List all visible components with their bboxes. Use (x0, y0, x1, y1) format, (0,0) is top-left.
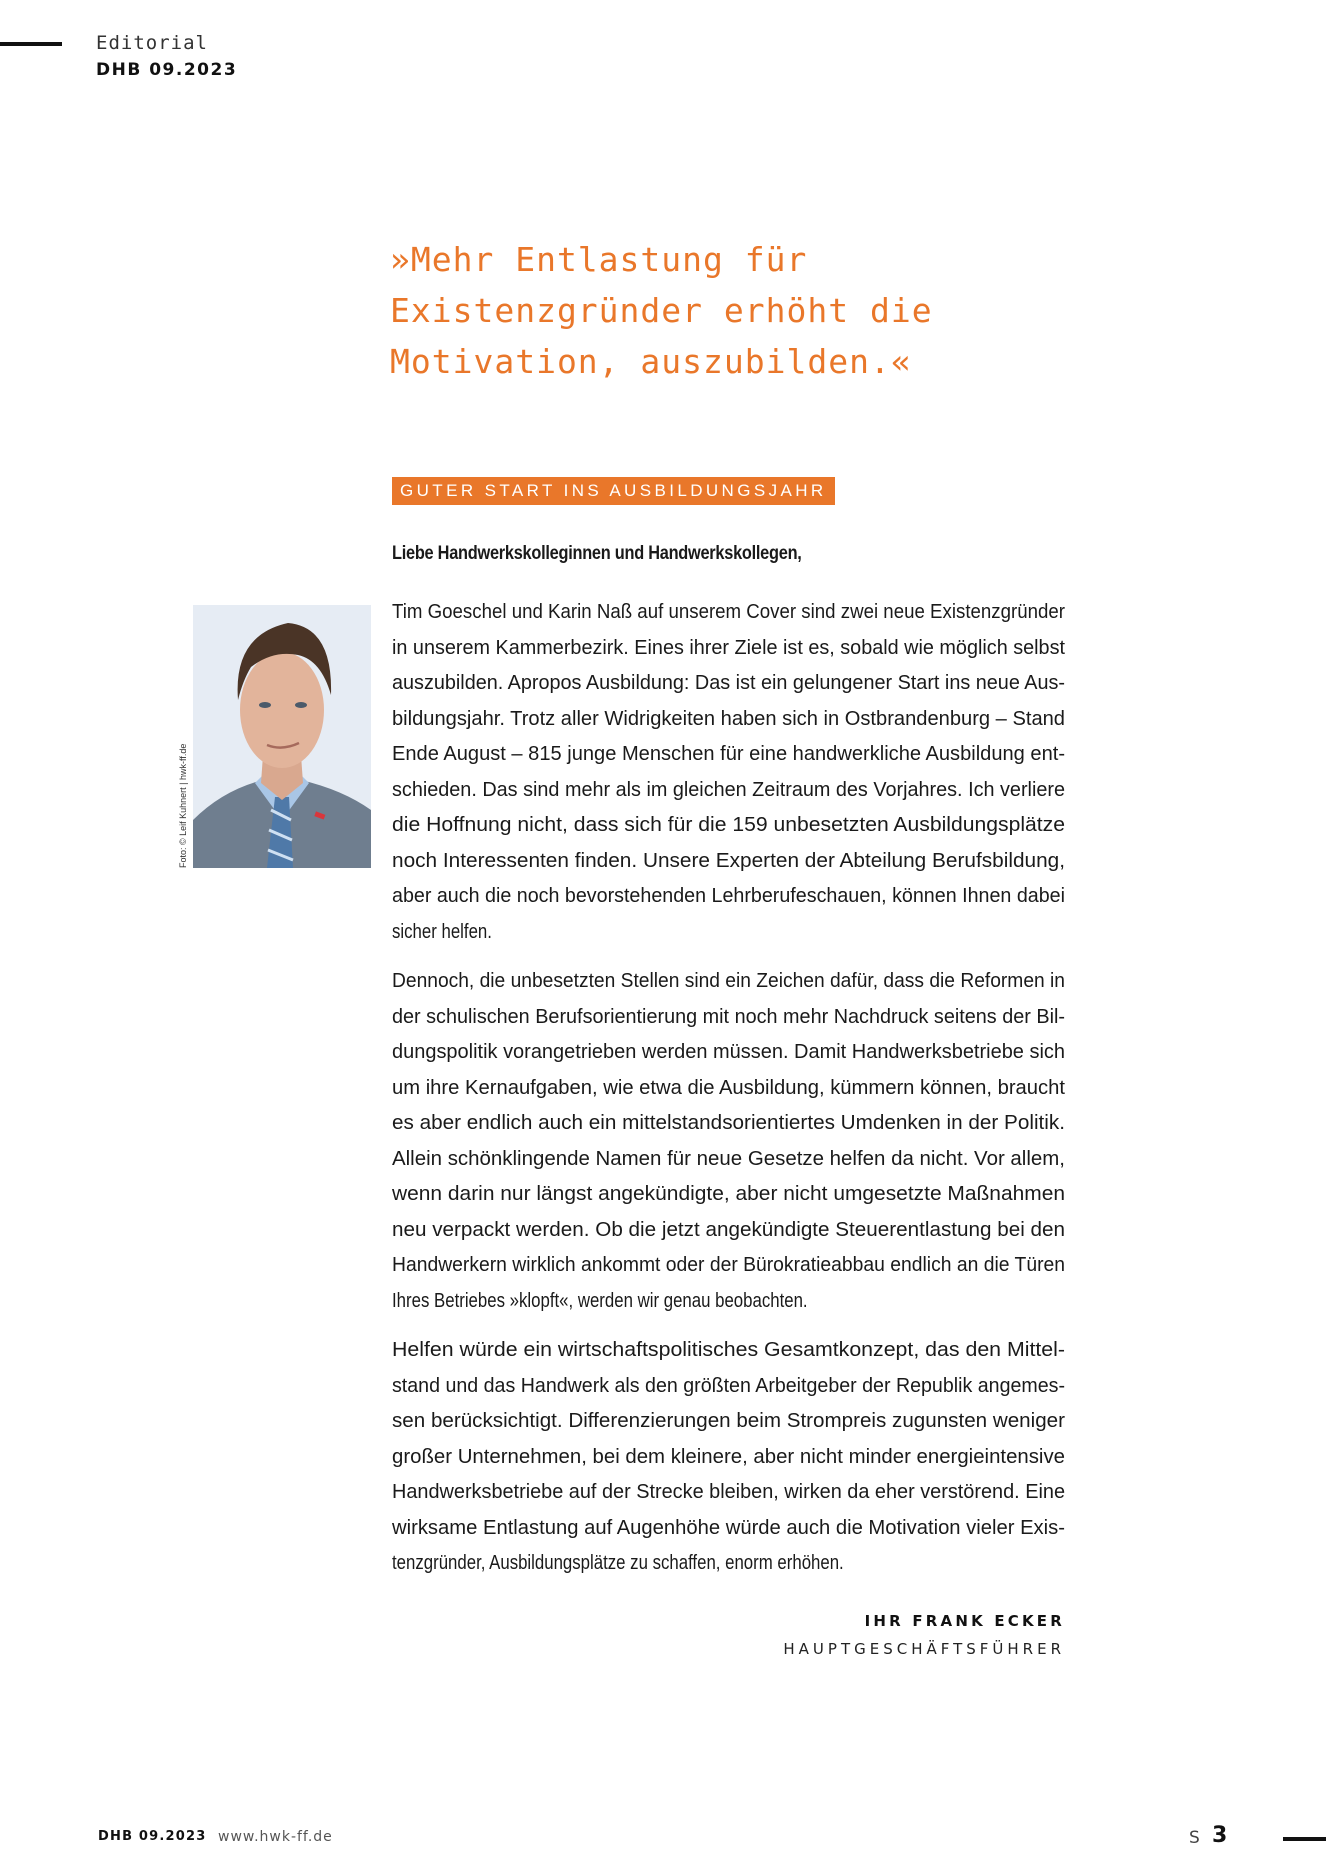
text-line: die Hoffnung nicht, dass sich für die 159 unbesetzten Ausbildungsplätze (392, 814, 1065, 836)
text-line: Allein schönklingende Namen für neue Gesetze helfen da nicht. Vor allem, (392, 1147, 1065, 1170)
signature-name: IHR FRANK ECKER (864, 1612, 1065, 1630)
page-number: 3 (1212, 1823, 1228, 1848)
text-line: Helfen würde ein wirtschaftspolitisches Gesamtkonzept, das den Mittel- (392, 1339, 1065, 1361)
paragraph (392, 1333, 1065, 1582)
paragraph (392, 964, 1065, 1319)
paragraph (392, 595, 1065, 950)
text-line: Handwerksbetriebe auf der Strecke bleiben, wirken da eher verstörend. Eine (392, 1481, 1065, 1503)
pull-quote-line: Motivation, auszubilden.« (390, 342, 912, 381)
text-line: Tim Goeschel und Karin Naß auf unserem Cover sind zwei neue Existenzgründer (392, 601, 1065, 623)
text-line: wirksame Entlastung auf Augenhöhe würde auch die Motivation vieler Exis- (392, 1516, 1065, 1539)
text-line: neu verpackt werden. Ob die jetzt angekündigte Steuerentlastung bei den (392, 1218, 1065, 1241)
footer-issue: DHB 09.2023 (98, 1829, 207, 1844)
header-rule (0, 42, 62, 46)
text-line: bildungsjahr. Trotz aller Widrigkeiten haben sich in Ostbrandenburg – Stand (392, 707, 1065, 730)
section-label: Editorial (96, 32, 208, 54)
footer-rule (1283, 1837, 1326, 1841)
pull-quote (390, 234, 1090, 387)
text-line: es aber endlich auch ein mittelstandsorientiertes Umdenken in der Politik. (392, 1112, 1065, 1134)
text-line: tenzgründer, Ausbildungsplätze zu schaffen, enorm erhöhen. (392, 1552, 844, 1574)
text-line: in unserem Kammerbezirk. Eines ihrer Ziele ist es, sobald wie möglich selbst (392, 636, 1065, 659)
text-line: großer Unternehmen, bei dem kleinere, aber nicht minder energieintensive (392, 1445, 1065, 1468)
text-line: dungspolitik vorangetrieben werden müssen. Damit Handwerksbetriebe sich (392, 1041, 1065, 1063)
page-prefix: S (1189, 1828, 1200, 1848)
author-photo (193, 605, 371, 868)
text-line: Handwerkern wirklich ankommt oder der Bürokratieabbau endlich an die Türen (392, 1254, 1065, 1276)
text-line: Dennoch, die unbesetzten Stellen sind ein Zeichen dafür, dass die Reformen in (392, 970, 1065, 992)
pull-quote-line: »Mehr Entlastung für (390, 240, 808, 279)
text-line: der schulischen Berufsorientierung mit noch mehr Nachdruck seitens der Bil- (392, 1005, 1065, 1028)
text-line: sicher helfen. (392, 920, 492, 943)
text-line: noch Interessenten finden. Unsere Experten der Abteilung Berufsbildung, (392, 849, 1065, 872)
issue-label: DHB 09.2023 (96, 60, 238, 80)
text-line: Ende August – 815 junge Menschen für eine handwerkliche Ausbildung ent- (392, 743, 1065, 765)
article-body (392, 595, 1065, 1582)
text-line: aber auch die noch bevorstehenden Lehrberufeschauen, können Ihnen dabei (392, 885, 1065, 907)
photo-credit: Foto: © Leif Kuhnert | hwk-ff.de (178, 743, 188, 868)
text-line: wenn darin nur längst angekündigte, aber nicht umgesetzte Maßnahmen (392, 1183, 1065, 1205)
footer-url-link[interactable]: www.hwk-ff.de (218, 1829, 333, 1845)
portrait-image (193, 605, 371, 868)
text-line: stand und das Handwerk als den größten Arbeitgeber der Republik angemes- (392, 1374, 1065, 1397)
text-line: um ihre Kernaufgaben, wie etwa die Ausbildung, kümmern können, braucht (392, 1076, 1065, 1099)
text-line: Ihres Betriebes »klopft«, werden wir genau beobachten. (392, 1289, 808, 1312)
pull-quote-line: Existenzgründer erhöht die (390, 291, 933, 330)
signature-title: HAUPTGESCHÄFTSFÜHRER (783, 1640, 1065, 1658)
text-line: auszubilden. Apropos Ausbildung: Das ist ein gelungener Start ins neue Aus- (392, 672, 1065, 694)
text-line: sen berücksichtigt. Differenzierungen beim Strompreis zugunsten weniger (392, 1410, 1065, 1432)
section-kicker: GUTER START INS AUSBILDUNGSJAHR (392, 477, 835, 505)
text-line: schieden. Das sind mehr als im gleichen Zeitraum des Vorjahres. Ich verliere (392, 778, 1065, 801)
salutation: Liebe Handwerkskolleginnen und Handwerkskollegen, (392, 543, 802, 564)
